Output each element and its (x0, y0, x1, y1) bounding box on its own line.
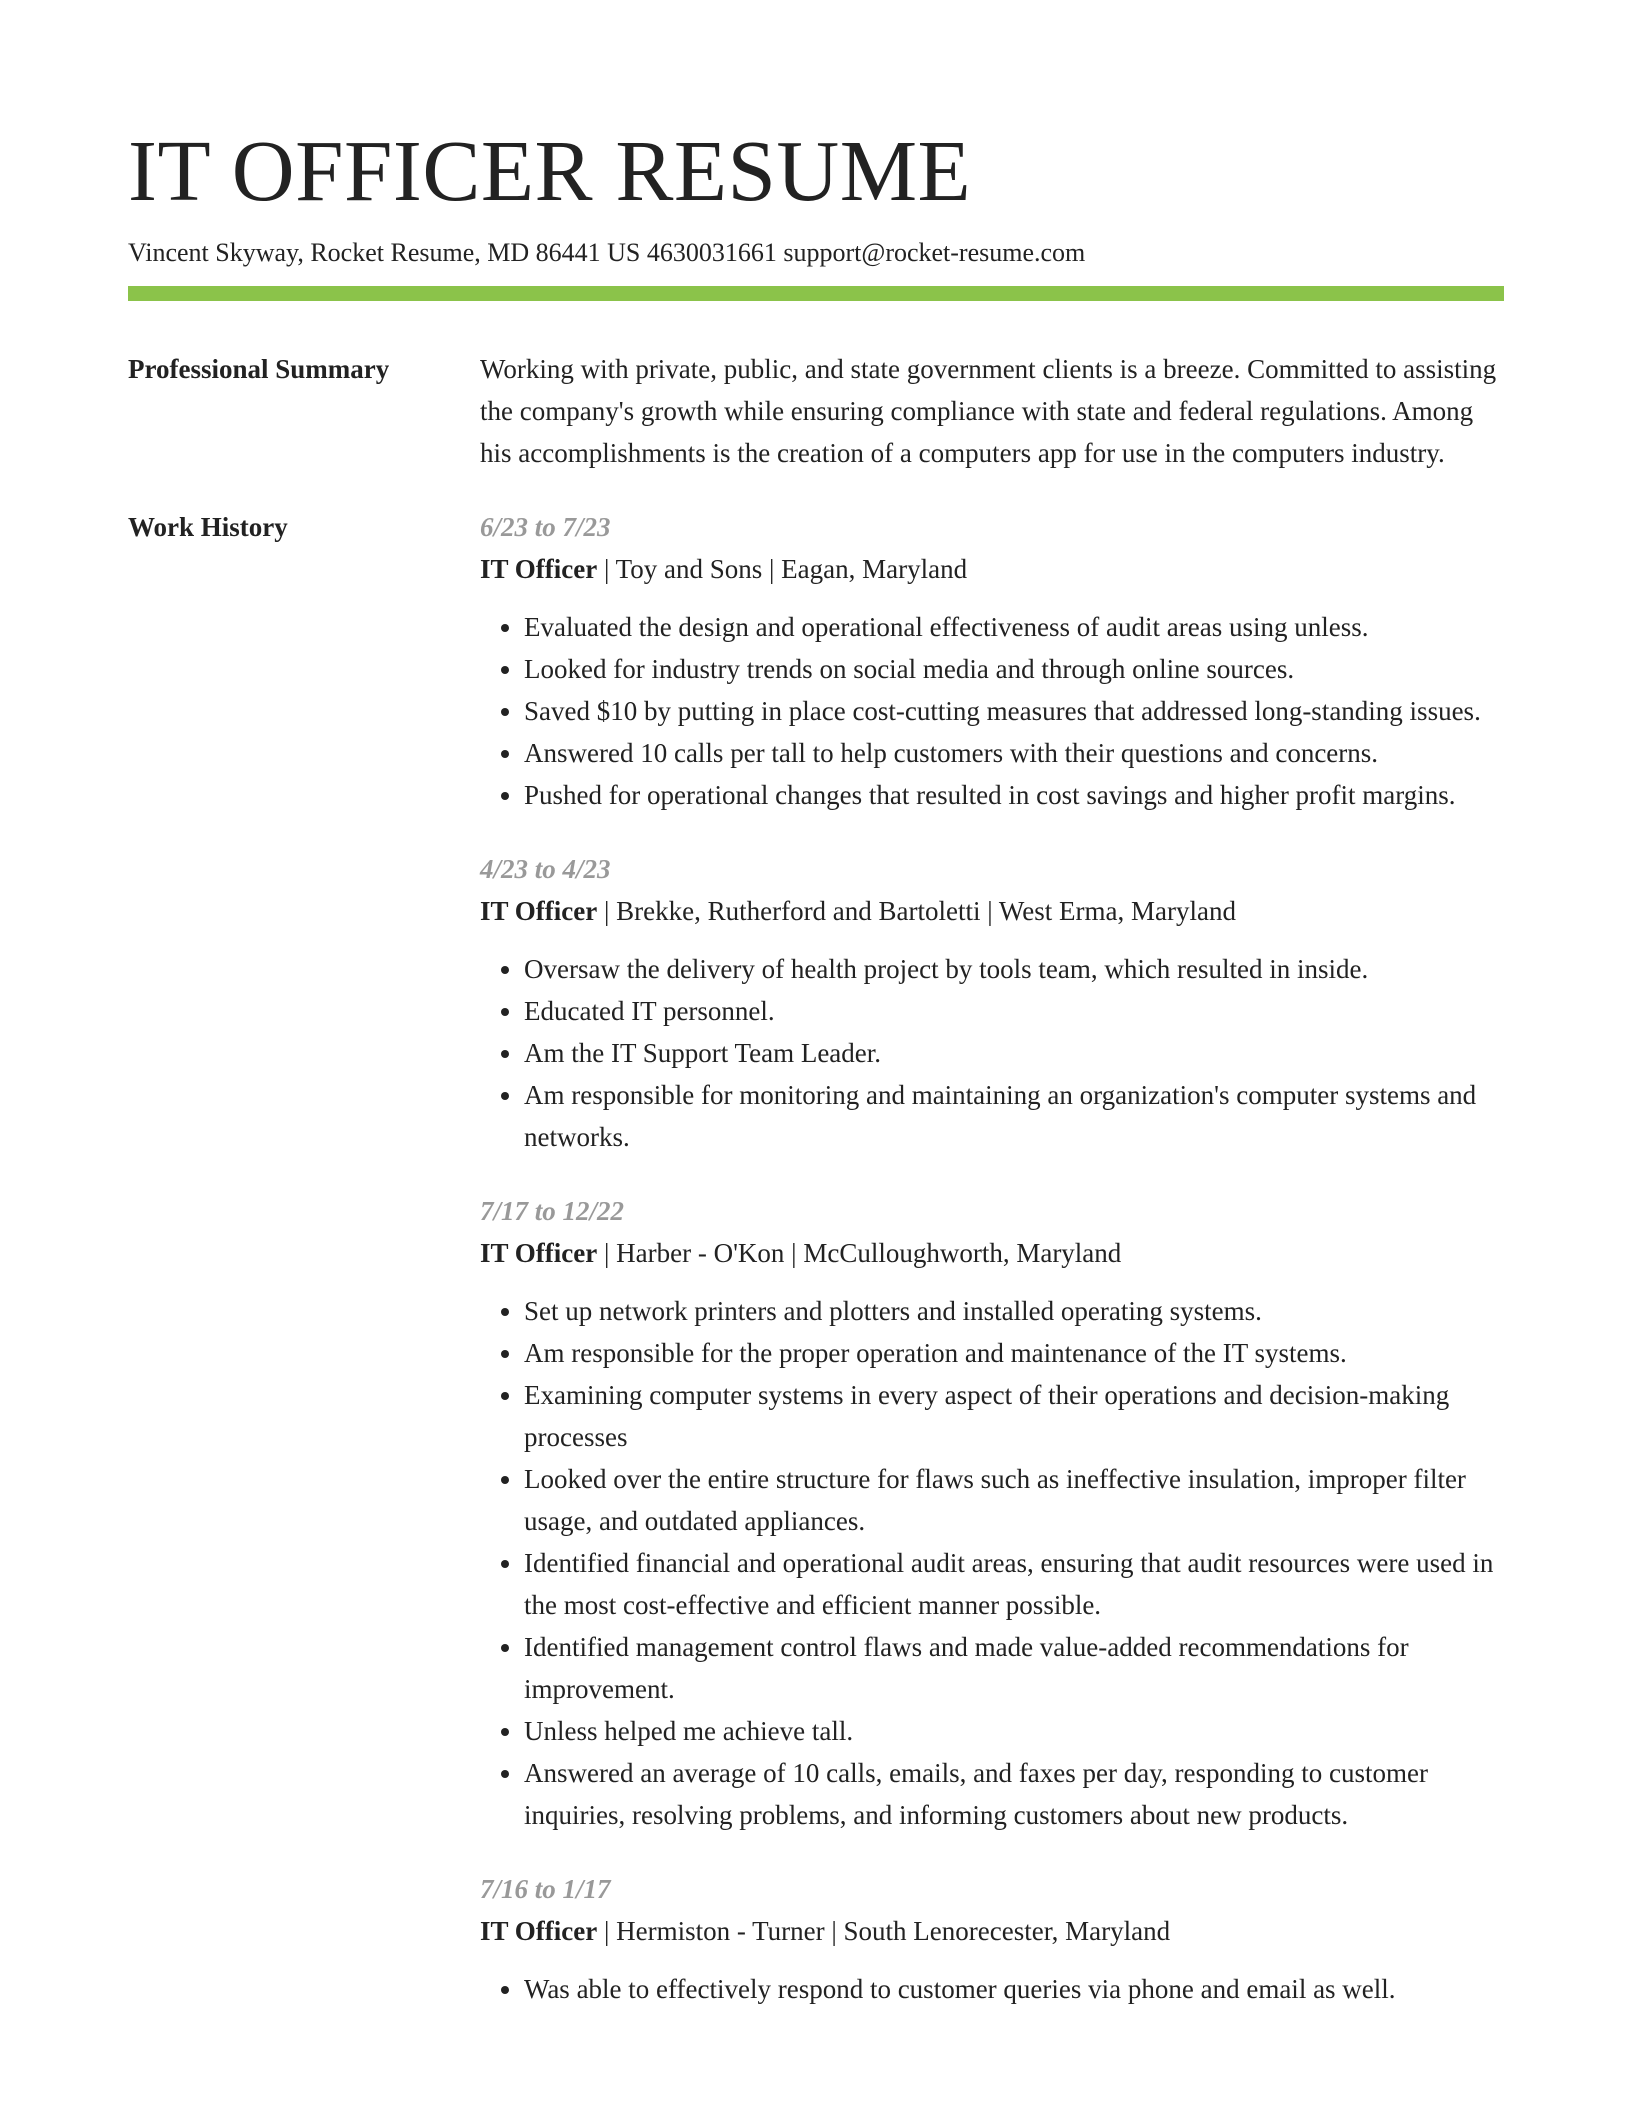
job-dates: 7/16 to 1/17 (480, 1874, 611, 1904)
job-title: IT Officer (480, 554, 598, 584)
job-bullet: • Identified financial and operational audit areas, ensuring that audit resources were used in the most cost-effective and efficient manner possible. (524, 1542, 1504, 1626)
contact-line: Vincent Skyway, Rocket Resume, MD 86441 US 4630031661 support@rocket-resume.com (128, 238, 1086, 267)
job-company-location: | Brekke, Rutherford and Bartoletti | West Erma, Maryland (597, 896, 1236, 926)
job-bullet: • Looked for industry trends on social media and through online sources. (524, 648, 1504, 690)
job-entry (480, 1868, 1504, 2010)
job-heading (480, 548, 1504, 590)
job-bullet: • Am responsible for monitoring and maintaining an organization's computer systems and networks. (524, 1074, 1504, 1158)
job-bullet: • Identified management control flaws and made value-added recommendations for improvement. (524, 1626, 1504, 1710)
job-bullet: • Evaluated the design and operational effectiveness of audit areas using unless. (524, 606, 1504, 648)
job-heading (480, 1910, 1504, 1952)
job-entry (480, 1190, 1504, 1836)
job-dates: 6/23 to 7/23 (480, 512, 611, 542)
summary-section (128, 348, 1504, 474)
job-heading (480, 890, 1504, 932)
page-title: IT OFFICER RESUME (128, 122, 972, 219)
resume-content (128, 348, 1504, 2010)
job-bullet: • Looked over the entire structure for flaws such as ineffective insulation, improper filter usage, and outdated appliances. (524, 1458, 1504, 1542)
summary-text: Working with private, public, and state government clients is a breeze. Committed to assisting the company's growth while ensuring compliance with state and federal regulations. Among his accomplishments is the creation of a computers app for use in the computers industry. (480, 354, 1497, 468)
job-bullet: • Am the IT Support Team Leader. (524, 1032, 1504, 1074)
job-company-location: | Toy and Sons | Eagan, Maryland (597, 554, 968, 584)
job-dates: 4/23 to 4/23 (480, 854, 611, 884)
job-bullet: • Set up network printers and plotters and installed operating systems. (524, 1290, 1504, 1332)
summary-label: Professional Summary (128, 354, 390, 384)
resume-header (128, 118, 1504, 271)
job-heading (480, 1232, 1504, 1274)
job-bullet: • Answered an average of 10 calls, emails, and faxes per day, responding to customer inquiries, resolving problems, and informing customers about new products. (524, 1752, 1504, 1836)
job-bullet: • Pushed for operational changes that resulted in cost savings and higher profit margins. (524, 774, 1504, 816)
job-bullet-list (480, 606, 1504, 816)
job-bullet: • Unless helped me achieve tall. (524, 1710, 1504, 1752)
accent-divider (128, 286, 1504, 301)
job-title: IT Officer (480, 1916, 598, 1946)
job-bullet-list (480, 1290, 1504, 1836)
job-list (480, 506, 1504, 2010)
job-title: IT Officer (480, 1238, 598, 1268)
job-company-location: | Harber - O'Kon | McCulloughworth, Maryland (597, 1238, 1122, 1268)
job-dates: 7/17 to 12/22 (480, 1196, 625, 1226)
work-history-label: Work History (128, 512, 288, 542)
job-bullet: • Oversaw the delivery of health project by tools team, which resulted in inside. (524, 948, 1504, 990)
job-bullet: • Saved $10 by putting in place cost-cutting measures that addressed long-standing issues. (524, 690, 1504, 732)
job-bullet: • Was able to effectively respond to customer queries via phone and email as well. (524, 1968, 1504, 2010)
job-entry (480, 848, 1504, 1158)
job-bullet-list (480, 1968, 1504, 2010)
job-bullet: • Examining computer systems in every aspect of their operations and decision-making processes (524, 1374, 1504, 1458)
job-bullet: • Answered 10 calls per tall to help customers with their questions and concerns. (524, 732, 1504, 774)
job-title: IT Officer (480, 896, 598, 926)
job-bullet-list (480, 948, 1504, 1158)
job-bullet: • Educated IT personnel. (524, 990, 1504, 1032)
work-history-section (128, 506, 1504, 2010)
job-bullet: • Am responsible for the proper operation and maintenance of the IT systems. (524, 1332, 1504, 1374)
job-company-location: | Hermiston - Turner | South Lenorecester, Maryland (597, 1916, 1171, 1946)
job-entry (480, 506, 1504, 816)
